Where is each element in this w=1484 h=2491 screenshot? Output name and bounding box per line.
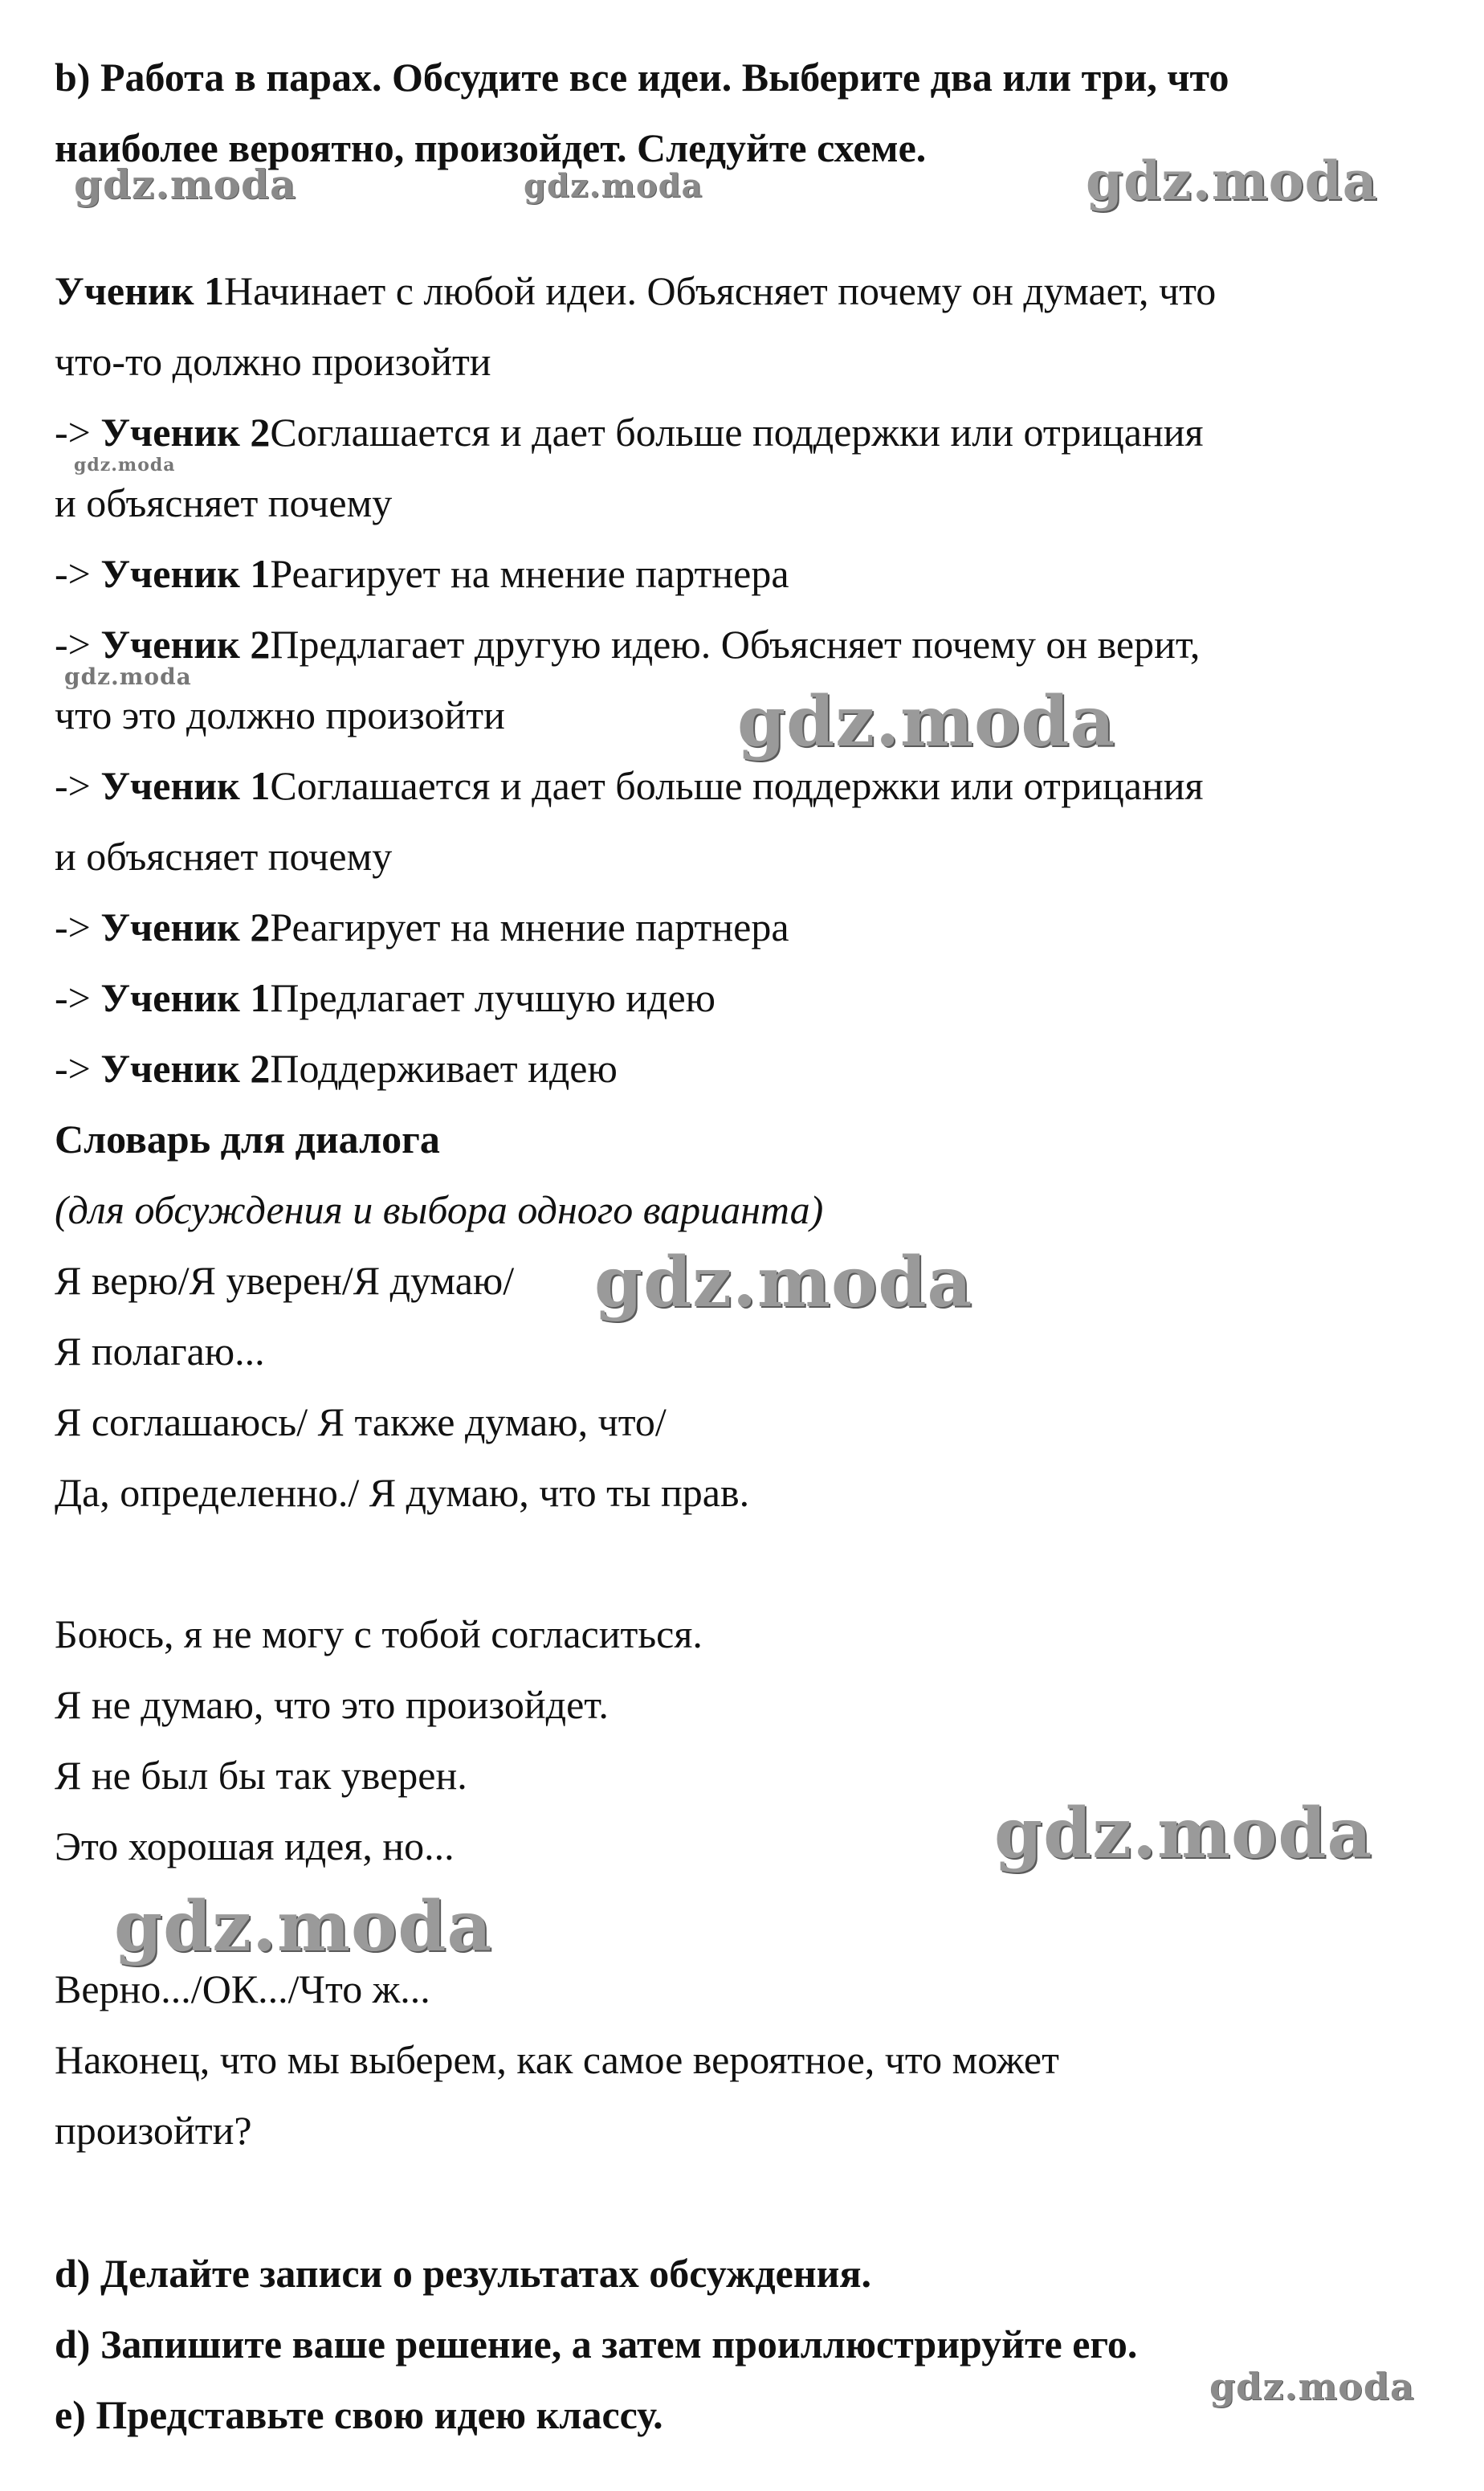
scheme-line: -> Ученик 2Поддерживает идею <box>55 1046 618 1091</box>
scheme-line: и объясняет почему <box>55 834 393 879</box>
task-d-decision: d) Запишите ваше решение, а затем проиллюстрируйте его. <box>55 2322 1138 2366</box>
scheme-line: Ученик 1Начинает с любой идеи. Объясняет почему он думает, что <box>55 268 1217 313</box>
watermark: gdz.moda <box>74 455 176 476</box>
task-d-notes: d) Делайте записи о результатах обсуждения. <box>55 2251 872 2296</box>
scheme-line: -> Ученик 2Предлагает другую идею. Объясняет почему он верит, <box>55 622 1201 667</box>
task-e-present: e) Представьте свою идею классу. <box>55 2392 663 2437</box>
vocab-subtitle: (для обсуждения и выбора одного варианта) <box>55 1187 824 1232</box>
vocab-agree-line: Я соглашаюсь/ Я также думаю, что/ <box>55 1399 667 1444</box>
scheme-line: -> Ученик 2Реагирует на мнение партнера <box>55 905 789 949</box>
watermark: gdz.moda <box>994 1793 1373 1874</box>
task-b-heading-line2: наиболее вероятно, произойдет. Следуйте схеме. <box>55 125 927 170</box>
vocab-closing-line: произойти? <box>55 2108 252 2153</box>
watermark: gdz.moda <box>74 161 297 208</box>
task-b-heading-line1: b) Работа в парах. Обсудите все идеи. Выберите два или три, что <box>55 55 1229 100</box>
vocab-disagree-line: Я не думаю, что это произойдет. <box>55 1682 609 1727</box>
vocab-closing-line: Наконец, что мы выберем, как самое вероятное, что может <box>55 2037 1059 2082</box>
watermark: gdz.moda <box>114 1886 493 1967</box>
scheme-line: -> Ученик 1Предлагает лучшую идею <box>55 975 716 1020</box>
vocab-agree-line: Я верю/Я уверен/Я думаю/ <box>55 1258 515 1303</box>
watermark: gdz.moda <box>524 167 703 205</box>
scheme-line: -> Ученик 2Соглашается и дает больше поддержки или отрицания <box>55 410 1204 455</box>
watermark: gdz.moda <box>737 681 1116 762</box>
vocab-agree-line: Да, определенно./ Я думаю, что ты прав. <box>55 1470 750 1515</box>
vocab-agree-line: Я полагаю... <box>55 1329 265 1374</box>
watermark: gdz.moda <box>64 664 192 690</box>
vocab-disagree-line: Боюсь, я не могу с тобой согласиться. <box>55 1611 703 1656</box>
vocab-title: Словарь для диалога <box>55 1117 440 1162</box>
vocab-disagree-line: Я не был бы так уверен. <box>55 1753 467 1798</box>
vocab-disagree-line: Это хорошая идея, но... <box>55 1823 455 1868</box>
scheme-line: -> Ученик 1Соглашается и дает больше поддержки или отрицания <box>55 763 1204 808</box>
watermark: gdz.moda <box>1209 2365 1415 2408</box>
watermark: gdz.moda <box>1086 149 1378 212</box>
scheme-line: что это должно произойти <box>55 692 505 737</box>
scheme-line: -> Ученик 1Реагирует на мнение партнера <box>55 551 789 596</box>
scheme-line: что-то должно произойти <box>55 339 491 384</box>
watermark: gdz.moda <box>594 1242 973 1323</box>
scheme-line: и объясняет почему <box>55 480 393 525</box>
vocab-closing-line: Верно.../ОК.../Что ж... <box>55 1966 430 2011</box>
